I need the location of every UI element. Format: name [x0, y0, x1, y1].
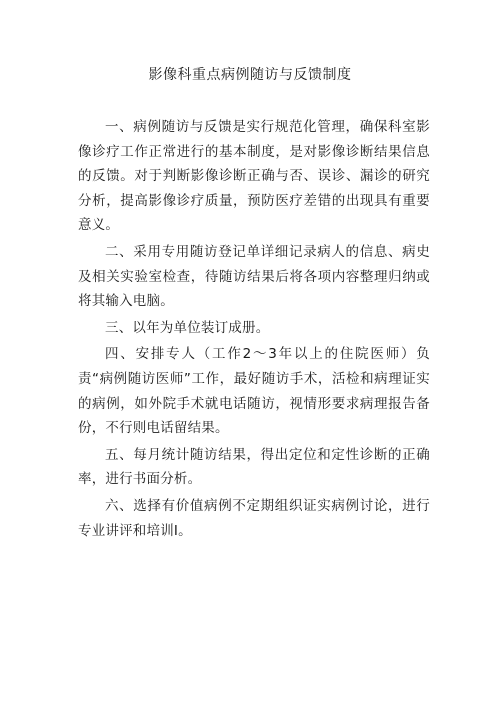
paragraph-4: 四、安排专人（工作2〜3年以上的住院医师）负责“病例随访医师”工作，最好随访手术，活检和病理证实的病例，如外院手术就电话随访，视情形要求病理报告备份，不行则电话留结果。: [78, 346, 430, 437]
paragraph-6: 六、选择有价值病例不定期组织证实病例讨论，进行专业讲评和培训I。: [78, 497, 430, 539]
paragraph-2: 二、采用专用随访登记单详细记录病人的信息、病史及相关实验室检查，待随访结果后将各项内容整理归纳或将其输入电脑。: [78, 243, 430, 310]
paragraph-5: 五、每月统计随访结果，得出定位和定性诊断的正确率，进行书面分析。: [78, 446, 430, 488]
document-body: [78, 115, 430, 545]
paragraph-3: 三、以年为单位装订成册。: [105, 319, 270, 336]
paragraph-1: 一、病例随访与反馈是实行规范化管理，确保科室影像诊疗工作正常进行的基本制度，是对影像诊断结果信息的反馈。对于判断影像诊断正确与否、误诊、漏诊的研究分析，提高影像诊疗质量，预防医疗差错的出现具有重要意义。: [78, 119, 430, 234]
document-title: 影像科重点病例随访与反馈制度: [148, 67, 352, 83]
